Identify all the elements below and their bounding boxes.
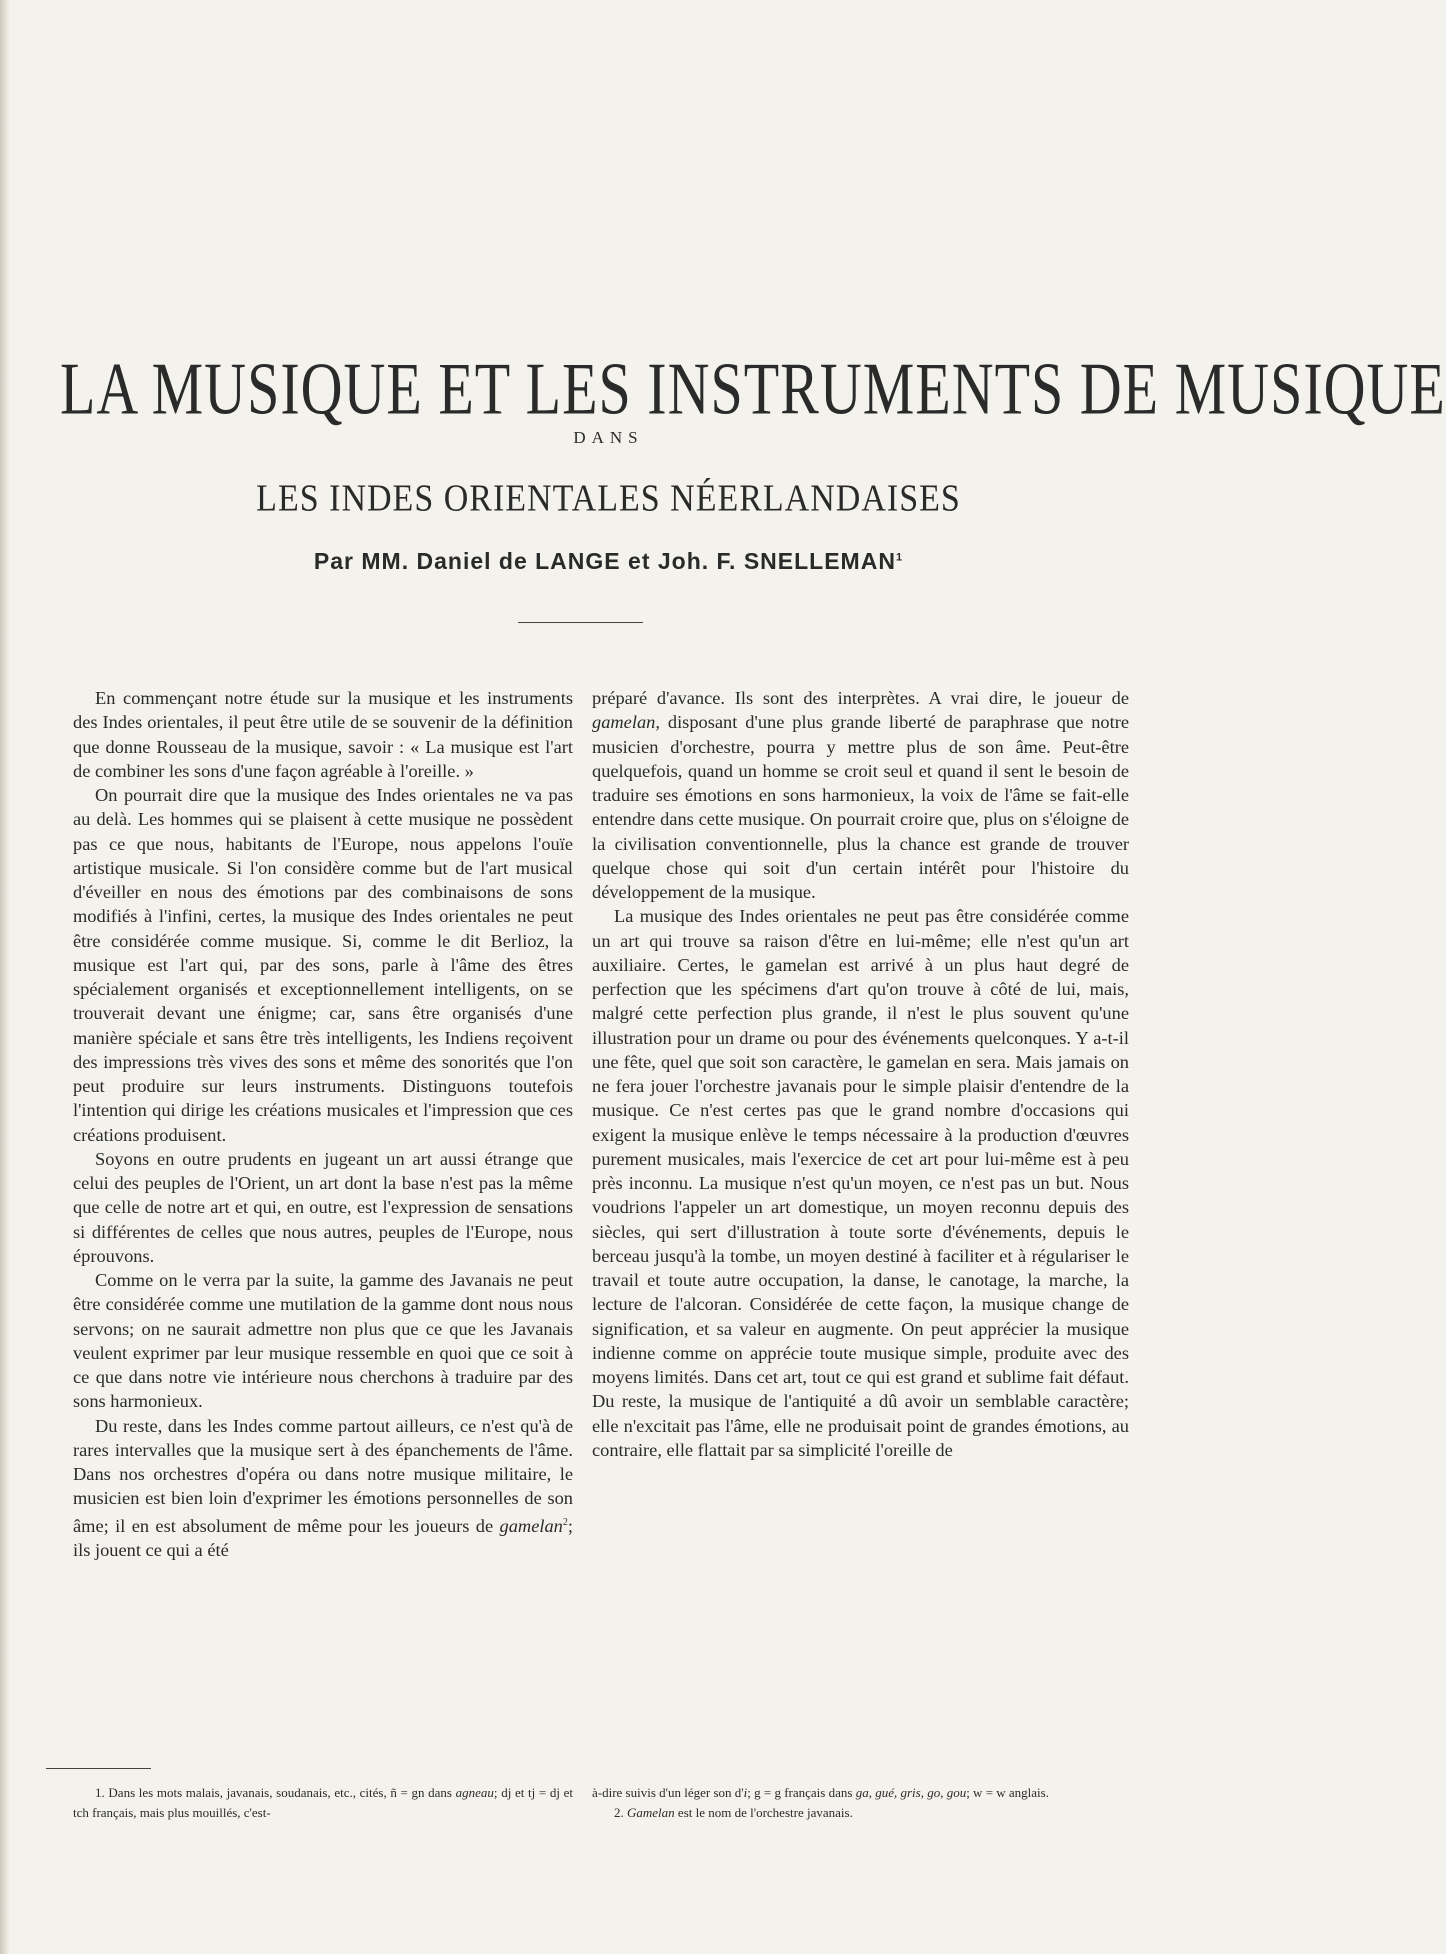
authors-footnote-marker: 1	[895, 551, 904, 564]
authors-text: Par MM. Daniel de LANGE et Joh. F. SNELLEMAN	[313, 548, 896, 574]
paragraph	[592, 686, 1129, 904]
footnote	[592, 1803, 1129, 1823]
paragraph: En commençant notre étude sur la musique et les instruments des Indes orientales, il peut être utile de se souvenir de la définition que donne Rousseau de la musique, savoir : « La musique est l'art de combiner les sons d'une façon agréable à l'oreille. »	[73, 688, 573, 781]
scan-edge	[0, 0, 10, 1954]
italic-term: gamelan	[499, 1515, 563, 1536]
italic-term: i	[743, 1785, 748, 1800]
footnotes-right	[592, 1783, 1129, 1823]
paragraph: La musique des Indes orientales ne peut pas être considérée comme un art qui trouve sa raison d'être en lui-même; elle n'est qu'un art auxiliaire. Certes, le gamelan est arrivé à un plus haut degré de perfection que les spécimens d'art qu'on trouve à côté de lui, mais, malgré cette perfection plus grande, il n'est le plus souvent qu'une illustration pour un drame ou pour des événements quelconques. Y a-t-il une fête, quel que soit son caractère, le gamelan en sera. Mais jamais on ne fera jouer l'orchestre javanais pour le simple plaisir d'entendre de la musique. Ce n'est certes pas que le grand nombre d'occasions qui exigent la musique enlève le temps nécessaire à la production d'œuvres purement musicales, mais l'exercice de cet art pour lui-même est à peu près inconnu. La musique n'est qu'un moyen, ce n'est pas un but. Nous voudrions l'appeler un art domestique, un moyen reconnu depuis des siècles, qui sert d'illustration à toute sorte d'événements, depuis le berceau jusqu'à la tombe, un moyen destiné à faciliter et à régulariser le travail et toute autre occupation, la danse, le canotage, la marche, la lecture de l'alcoran. Considérée de cette façon, la musique change de signification, et sa valeur en augmente. On peut apprécier la musique indienne comme on apprécie toute musique simple, produite avec des moyens limités. Dans cet art, tout ce qui est grand et sublime fait défaut. Du reste, la musique de l'antiquité a dû avoir un semblable caractère; elle n'excitait pas l'âme, elle ne produisait point de grandes émotions, au contraire, elle flattait par sa simplicité l'oreille de	[592, 906, 1129, 1460]
footnote-text: ; w = w anglais.	[966, 1785, 1049, 1800]
footnote	[592, 1783, 1129, 1803]
footnote-text: 2.	[614, 1805, 627, 1820]
italic-term: agneau	[455, 1785, 494, 1800]
paragraph	[73, 1414, 573, 1563]
article-title: LA MUSIQUE ET LES INSTRUMENTS DE MUSIQUE	[60, 346, 1446, 431]
article-subtitle: LES INDES ORIENTALES NÉERLANDAISES	[256, 478, 961, 520]
footnote-text: ; dj et tj = dj et tch français, mais plus mouillés, c'est-	[73, 1785, 574, 1820]
left-column	[73, 686, 573, 1562]
footnote-marker: 2	[562, 1516, 568, 1528]
footnote	[73, 1783, 573, 1823]
paragraph-text: ; ils jouent ce qui a été	[73, 1515, 573, 1560]
italic-term: gamelan,	[592, 712, 660, 733]
footnotes-left	[73, 1783, 573, 1823]
paragraph-text: Du reste, dans les Indes comme partout ailleurs, ce n'est qu'à de rares intervalles que la musique sert à des épanchements de l'âme. Dans nos orchestres d'opéra ou dans notre musique militaire, le musicien est bien loin d'exprimer les émotions personnelles de son âme; il en est absolument de même pour les joueurs de	[73, 1415, 573, 1536]
title-connector: DANS	[573, 428, 644, 447]
italic-term: Gamelan	[627, 1805, 675, 1820]
paragraph: Comme on le verra par la suite, la gamme des Javanais ne peut être considérée comme une mutilation de la gamme dont nous nous servons; on ne saurait admettre non plus que ce que les Javanais veulent exprimer par leur musique ressemble en quoi que ce soit à ce que dans notre vie intérieure nous cherchons à traduire par des sons harmonieux.	[73, 1270, 573, 1412]
footnote-text: ; g = g français dans	[747, 1785, 856, 1800]
footnote-text: à-dire suivis d'un léger son d'	[592, 1785, 744, 1800]
footnote-text: est le nom de l'orchestre javanais.	[674, 1805, 853, 1820]
paragraph: Soyons en outre prudents en jugeant un art aussi étrange que celui des peuples de l'Orient, un art dont la base n'est pas la même que celle de notre art et qui, en outre, est l'expression de sensations si différentes de celles que nous autres, peuples de l'Europe, nous éprouvons.	[73, 1148, 573, 1266]
article-authors	[0, 548, 1217, 575]
paragraph-text: préparé d'avance. Ils sont des interprètes. A vrai dire, le joueur de	[592, 688, 1129, 708]
italic-term: ga, gué, gris, go, gou	[855, 1785, 967, 1800]
footnote-divider	[46, 1768, 151, 1769]
right-column	[592, 686, 1129, 1462]
paragraph: On pourrait dire que la musique des Indes orientales ne va pas au delà. Les hommes qui se plaisent à cette musique ne possèdent pas ce que nous, habitants de l'Europe, nous appelons l'ouïe artistique musicale. Si l'on considère comme but de l'art musical d'éveiller en nous des émotions par des combinaisons de sons modifiés à l'infini, certes, la musique des Indes orientales ne peut être considérée comme musique. Si, comme le dit Berlioz, la musique est l'art qui, par des sons, parle à l'âme des êtres spécialement organisés et exceptionnellement intelligents, on se trouverait devant une énigme; car, sans être organisés d'une manière spéciale et sans être très intelligents, les Indiens reçoivent des impressions très vives des sons et même des sonorités que l'on peut produire sur leurs instruments. Distinguons toutefois l'intention qui dirige les créations musicales et l'impression que ces créations produisent.	[73, 785, 573, 1145]
footnote-text: 1. Dans les mots malais, javanais, soudanais, etc., cités, ñ = gn dans	[95, 1785, 456, 1800]
title-divider	[518, 622, 643, 623]
paragraph-text: disposant d'une plus grande liberté de paraphrase que notre musicien d'orchestre, pourra y mettre plus de son âme. Peut-être quelquefois, quand un homme se croit seul et quand il sent le besoin de traduire ses émotions en sons harmonieux, la voix de l'âme se fait-elle entendre dans cette musique. On pourrait croire que, plus on s'éloigne de la civilisation conventionnelle, plus la chance est grande de trouver quelque chose qui soit d'un certain intérêt pour l'histoire du développement de la musique.	[592, 712, 1129, 902]
